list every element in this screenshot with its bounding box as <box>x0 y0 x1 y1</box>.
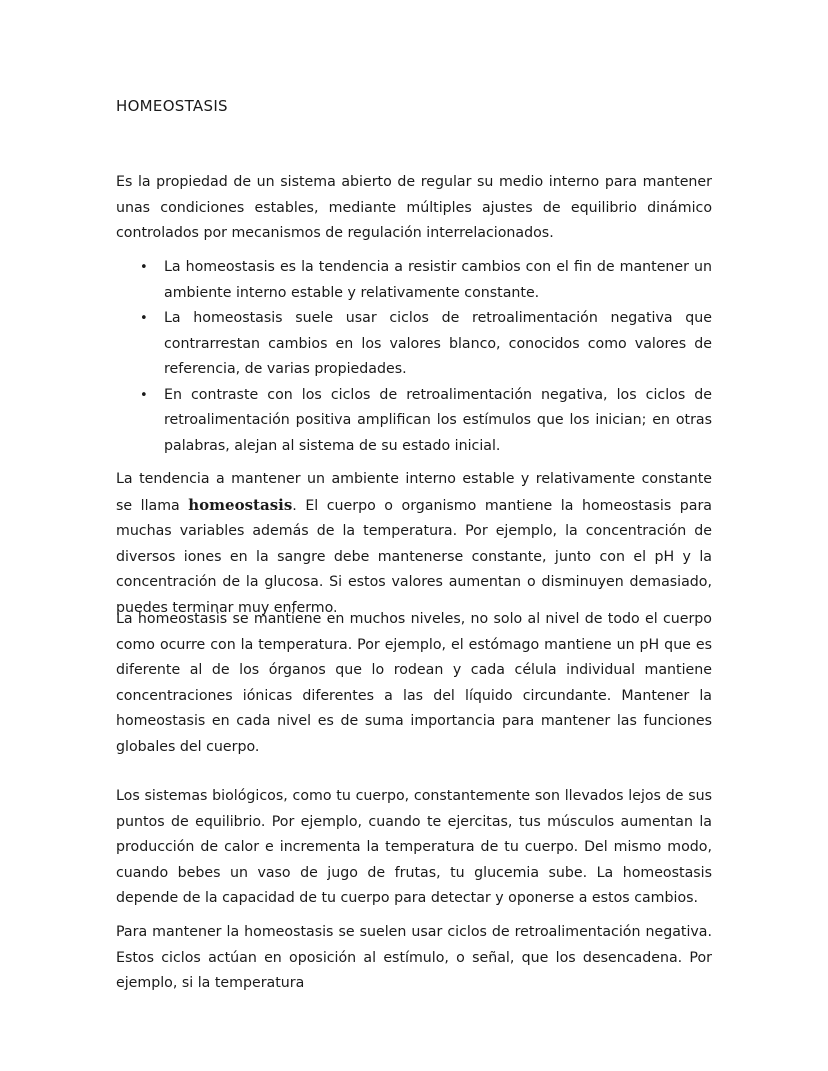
paragraph-text: La tendencia a mantener un ambiente interno estable y relativamente constante se llama <box>116 471 712 514</box>
list-item-text: La homeostasis es la tendencia a resistir cambios con el fin de mantener un ambiente interno estable y relativamente constante. <box>164 259 712 301</box>
list-item <box>116 383 712 460</box>
bullet-list <box>116 255 712 459</box>
list-item-text: En contraste con los ciclos de retroalimentación negativa, los ciclos de retroalimentación positiva amplifican los estímulos que los inician; en otras palabras, alejan al sistema de su estado inicial. <box>164 386 712 454</box>
biological-systems-paragraph: Los sistemas biológicos, como tu cuerpo, constantemente son llevados lejos de sus puntos de equilibrio. Por ejemplo, cuando te ejercitas, tus músculos aumentan la producción de calor e incrementa la temperatura de tu cuerpo. Del mismo modo, cuando bebes un vaso de jugo de frutas, tu glucemia sube. La homeostasis depende de la capacidad de tu cuerpo para detectar y oponerse a estos cambios. <box>116 788 712 906</box>
bullet-icon: • <box>140 387 148 403</box>
negative-feedback-paragraph: Para mantener la homeostasis se suelen usar ciclos de retroalimentación negativa. Estos ciclos actúan en oposición al estímulo, o señal, que los desencadena. Por ejemplo, si la temperatura <box>116 924 712 991</box>
bold-term: homeostasis <box>188 495 293 514</box>
list-item <box>116 255 712 306</box>
homeostasis-definition-paragraph <box>116 467 712 621</box>
paragraph-text: . El cuerpo o organismo mantiene la homeostasis para muchas variables además de la temperatura. Por ejemplo, la concentración de diversos iones en la sangre debe mantenerse constante, junto con el pH y la concentración de la glucosa. Si estos valores aumentan o disminuyen demasiado, puedes terminar muy enfermo. <box>116 497 712 616</box>
list-item-text: La homeostasis suele usar ciclos de retroalimentación negativa que contrarrestan cambios en los valores blanco, conocidos como valores de referencia, de varias propiedades. <box>164 310 712 377</box>
bullet-icon: • <box>140 260 148 275</box>
intro-paragraph: Es la propiedad de un sistema abierto de regular su medio interno para mantener unas condiciones estables, mediante múltiples ajustes de equilibrio dinámico controlados por mecanismos de regulación interrelacionados. <box>116 174 712 241</box>
bullet-icon: • <box>140 311 148 326</box>
levels-paragraph: La homeostasis se mantiene en muchos niveles, no solo al nivel de todo el cuerpo como ocurre con la temperatura. Por ejemplo, el estómago mantiene un pH que es diferente al de los órganos que lo rodean y cada célula individual mantiene concentraciones iónicas diferentes a las del líquido circundante. Mantener la homeostasis en cada nivel es de suma importancia para mantener las funciones globales del cuerpo. <box>116 611 712 755</box>
list-item <box>116 306 712 383</box>
document-title: HOMEOSTASIS <box>116 97 228 115</box>
